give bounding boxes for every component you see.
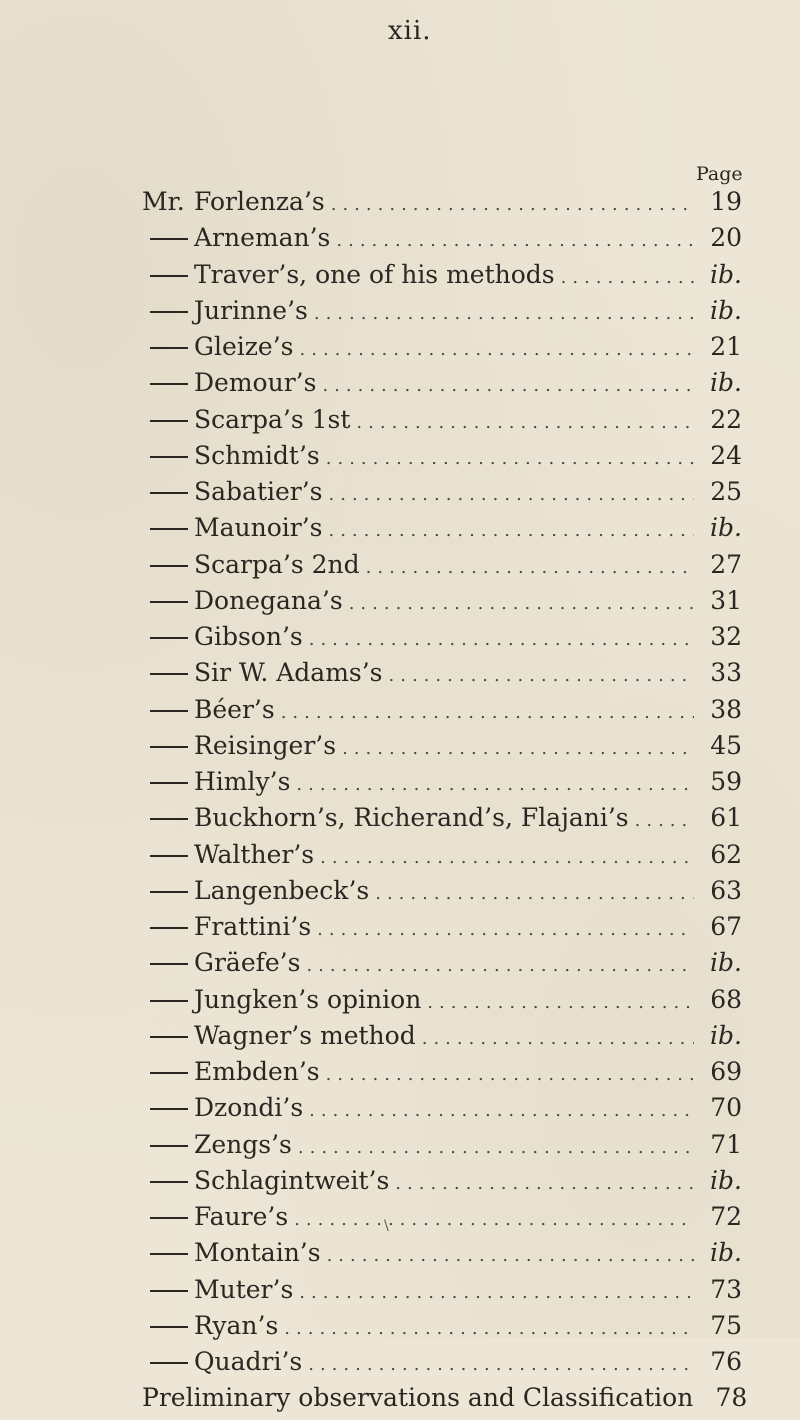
dot-leader [294,1209,694,1230]
page-number: xii. [388,16,432,46]
toc-entry [142,296,742,332]
dot-leader [331,194,694,215]
dot-leader [366,557,694,578]
toc-entry [142,477,742,513]
dot-leader [349,593,694,614]
toc-entry [142,731,742,767]
dot-leader [308,1354,694,1375]
entry-page-number: 70 [710,1093,742,1123]
toc-entry [142,586,742,622]
entry-title: Frattini’s [194,912,312,941]
entry-title: Preliminary observations and Classification [142,1383,694,1413]
entry-page-number: 27 [710,549,742,579]
toc-entry [142,368,742,404]
entry-page-number: 25 [710,477,742,506]
dot-leader [328,520,694,541]
entry-title: Quadri’s [194,1347,303,1376]
entry-page-number: 68 [710,984,742,1014]
toc-entry [142,187,742,223]
entry-page-number: 20 [710,223,742,253]
dot-leader [300,339,695,360]
entry-title: Reisinger’s [194,730,337,760]
toc-entry [142,441,742,477]
entry-title: Muter’s [194,1274,294,1304]
dot-leader [427,992,694,1013]
entry-title: Scarpa’s 2nd [194,549,360,579]
toc-entry [142,1166,742,1202]
entry-page-number: 61 [710,803,742,833]
dot-leader [356,412,694,433]
dot-leader [327,1245,694,1266]
toc-entry [142,1311,742,1347]
entry-title: Jurinne’s [194,295,308,325]
entry-title: Sabatier’s [194,477,323,506]
dot-leader [326,1064,694,1085]
toc-entry [142,1021,742,1057]
entry-title: Faure’s [194,1202,289,1231]
toc-entry [142,332,742,368]
toc-entry [142,622,742,658]
dot-leader [284,1318,694,1339]
dot-leader [299,1282,694,1303]
foot-mark: \ [384,1218,389,1234]
toc-entry [142,1202,742,1238]
entry-title: Scarpa’s 1st [194,404,351,434]
entry-page-number: 32 [710,622,742,651]
entry-page-number: ib. [710,295,742,325]
toc-entry [142,803,742,839]
dot-leader [306,955,694,976]
entry-page-number: 73 [710,1274,742,1304]
toc-entry [142,948,742,984]
toc-entry [142,1057,742,1093]
toc-entry [142,223,742,259]
entry-page-number: ib. [710,368,742,398]
entry-page-number: 22 [710,404,742,434]
dot-leader [389,665,694,686]
entry-title: Zengs’s [194,1129,292,1159]
dot-leader [326,448,694,469]
entry-title: Wagner’s method [194,1020,416,1050]
entry-page-number: ib. [710,513,742,543]
dot-leader [296,774,694,795]
entry-title: Buckhorn’s, Richerand’s, Flajani’s [194,803,629,833]
entry-title: Béer’s [194,694,275,724]
entry-page-number: ib. [710,1165,742,1195]
entry-title: Dzondi’s [194,1093,304,1123]
entry-title: Arneman’s [194,223,331,253]
entry-title: Langenbeck’s [194,875,370,905]
entry-page-number: 33 [710,658,742,688]
entry-title: Jungken’s opinion [194,984,422,1014]
page-column-heading: Page [696,163,743,185]
entry-title: Gibson’s [194,622,303,651]
entry-prefix: Mr. [142,187,185,216]
entry-title: Donegana’s [194,585,343,615]
toc-entry [142,1275,742,1311]
entry-title: Traver’s, one of his methods [194,259,555,289]
entry-page-number: 63 [710,875,742,905]
entry-title: Forlenza’s [194,187,325,216]
dot-leader [298,1137,694,1158]
dot-leader [336,230,694,251]
entry-page-number: ib. [710,1020,742,1050]
entry-title: Maunoir’s [194,513,323,543]
dot-leader [317,919,694,940]
dot-leader [422,1028,694,1049]
entry-page-number: 71 [710,1129,742,1159]
entry-title: Himly’s [194,767,291,796]
entry-title: Montain’s [194,1238,321,1268]
toc-entry [142,912,742,948]
toc-entry [142,550,742,586]
dot-leader [309,1100,694,1121]
entry-title: Sir W. Adams’s [194,658,383,688]
entry-page-number: 67 [710,912,742,941]
entry-page-number: 24 [710,440,742,470]
entry-page-number: 72 [710,1202,742,1231]
entry-page-number: 69 [710,1057,742,1086]
toc-entry [142,876,742,912]
dot-leader [281,702,694,723]
entry-title: Demour’s [194,368,317,398]
entry-title: Gräefe’s [194,948,301,978]
toc-entry [142,985,742,1021]
entry-page-number: 19 [710,187,742,216]
toc-entry [142,1130,742,1166]
entry-page-number: 59 [710,767,742,796]
table-of-contents [142,187,748,1420]
toc-entry [142,840,742,876]
entry-page-number: 62 [710,839,742,869]
entry-page-number: ib. [710,259,742,289]
entry-title: Walther’s [194,839,315,869]
entry-title: Gleize’s [194,332,294,361]
toc-entry [142,658,742,694]
entry-title: Ryan’s [194,1310,279,1340]
entry-page-number: 78 [715,1383,748,1413]
toc-entry [142,1238,742,1274]
toc-entry [142,1347,742,1383]
dot-leader [320,847,694,868]
toc-entry [142,260,742,296]
entry-page-number: ib. [710,948,742,978]
toc-entry [142,767,742,803]
entry-page-number: 76 [710,1347,742,1376]
entry-page-number: 31 [710,585,742,615]
dot-leader [561,267,694,288]
toc-entry [142,1383,748,1419]
dot-leader [342,738,694,759]
entry-title: Schlagintweit’s [194,1165,390,1195]
entry-page-number: 21 [710,332,742,361]
entry-page-number: 45 [710,730,742,760]
entry-page-number: 75 [710,1310,742,1340]
entry-title: Schmidt’s [194,440,320,470]
dot-leader [329,484,694,505]
entry-page-number: 38 [710,694,742,724]
toc-entry [142,695,742,731]
entry-title: Embden’s [194,1057,320,1086]
dot-leader [309,629,694,650]
dot-leader [395,1173,694,1194]
dot-leader [635,810,694,831]
dot-leader [314,303,694,324]
dot-leader [375,883,694,904]
toc-entry [142,513,742,549]
entry-page-number: ib. [710,1238,742,1268]
toc-entry [142,1093,742,1129]
toc-entry [142,405,742,441]
dot-leader [322,375,694,396]
